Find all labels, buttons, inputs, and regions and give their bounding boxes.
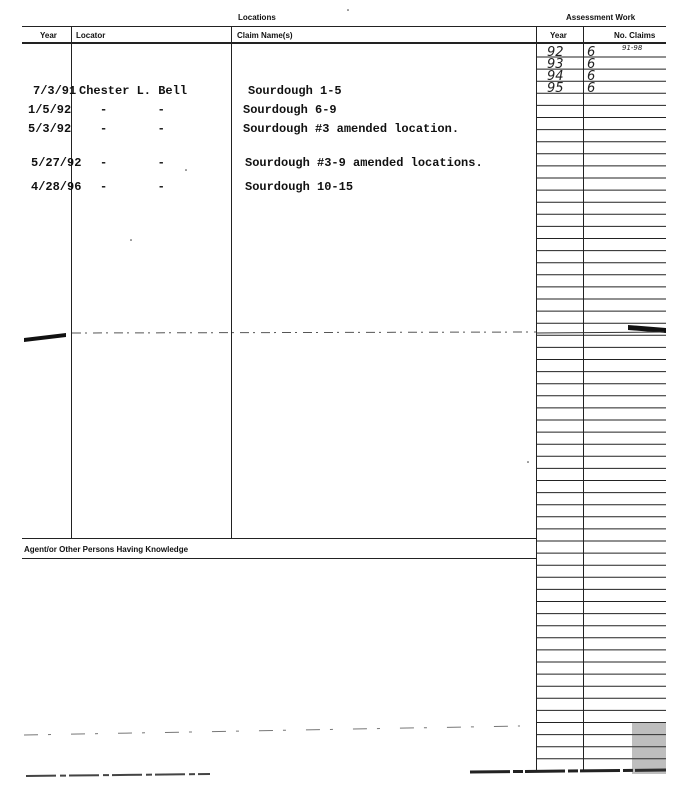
assessment-work-header: Assessment Work bbox=[566, 13, 636, 22]
location-locator: - - bbox=[100, 156, 165, 170]
assessment-note: 91-98 bbox=[622, 44, 643, 52]
assessment-claims: 6 bbox=[587, 57, 596, 72]
location-claim-name: Sourdough 10-15 bbox=[245, 180, 354, 194]
location-locator: Chester L. Bell bbox=[79, 84, 188, 98]
assessment-year: 95 bbox=[547, 81, 564, 96]
assessment-year: 94 bbox=[547, 69, 564, 84]
location-claim-name: Sourdough #3-9 amended locations. bbox=[245, 156, 483, 170]
locations-header: Locations bbox=[238, 13, 276, 22]
scan-mark-left bbox=[24, 333, 66, 342]
location-year: 5/27/92 bbox=[31, 156, 82, 170]
dashed-scan-line bbox=[72, 332, 536, 333]
no-claims-column-header: No. Claims bbox=[614, 31, 656, 40]
corner-smudge bbox=[632, 722, 666, 774]
assessment-year: 93 bbox=[547, 57, 564, 72]
locator-column-header: Locator bbox=[76, 31, 106, 40]
assessment-claims: 6 bbox=[587, 81, 596, 96]
assessment-claims: 6 bbox=[587, 69, 596, 84]
assessment-year: 92 bbox=[547, 45, 564, 60]
bottom-scan-line bbox=[24, 726, 520, 735]
scan-line-right bbox=[536, 332, 664, 333]
location-claim-name: Sourdough #3 amended location. bbox=[243, 122, 460, 136]
assessment-claims: 6 bbox=[587, 45, 596, 60]
location-locator: - - bbox=[100, 103, 165, 117]
location-year: 5/3/92 bbox=[28, 122, 72, 136]
location-year: 4/28/96 bbox=[31, 180, 82, 194]
agent-label: Agent/or Other Persons Having Knowledge bbox=[24, 545, 189, 554]
aw-year-column-header: Year bbox=[550, 31, 567, 40]
location-locator: - - bbox=[100, 180, 165, 194]
location-year: 7/3/91 bbox=[33, 84, 77, 98]
location-claim-name: Sourdough 6-9 bbox=[243, 103, 337, 117]
bottom-scan-edge bbox=[26, 774, 210, 776]
year-column-header: Year bbox=[40, 31, 57, 40]
location-claim-name: Sourdough 1-5 bbox=[248, 84, 342, 98]
claim-names-column-header: Claim Name(s) bbox=[237, 31, 293, 40]
location-locator: - - bbox=[100, 122, 165, 136]
location-year: 1/5/92 bbox=[28, 103, 72, 117]
